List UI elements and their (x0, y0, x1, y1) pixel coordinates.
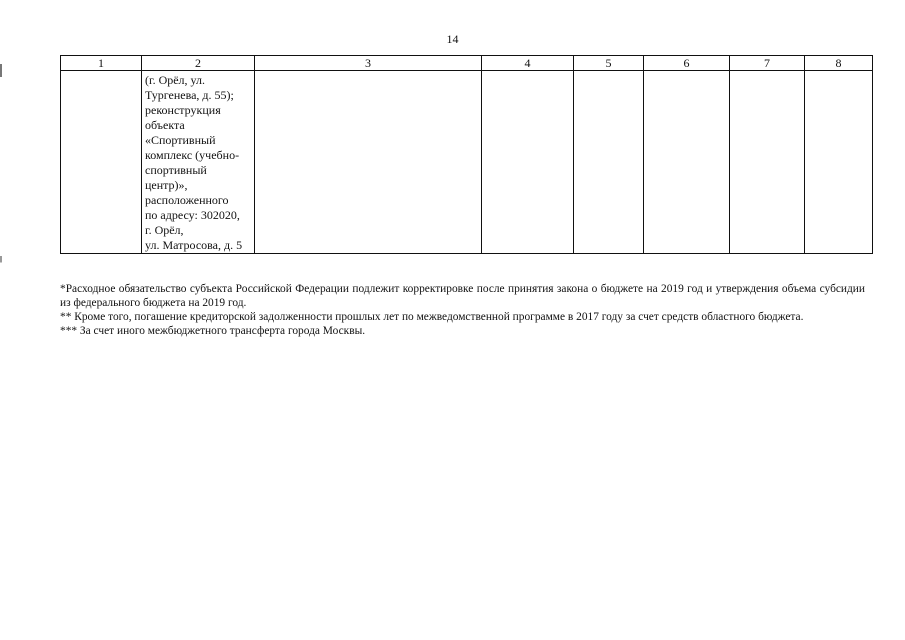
column-header-7: 7 (730, 56, 805, 71)
column-header-1: 1 (61, 56, 142, 71)
table-header-row (61, 56, 873, 71)
column-header-4: 4 (482, 56, 574, 71)
footnote-2: ** Кроме того, погашение кредиторской задолженности прошлых лет по межведомственной программе в 2017 году за счет средств областного бюджета. (60, 311, 804, 323)
footnote-3: *** За счет иного межбюджетного трансферта города Москвы. (60, 325, 366, 337)
cell-col-7 (730, 71, 805, 254)
cell-col-4 (482, 71, 574, 254)
column-header-3: 3 (255, 56, 482, 71)
cell-col-3 (255, 71, 482, 254)
footnotes (60, 282, 865, 338)
page-number: 14 (446, 32, 459, 46)
cell-col-6 (644, 71, 730, 254)
column-header-2: 2 (142, 56, 255, 71)
table-row (61, 71, 873, 254)
object-description: (г. Орёл, ул. Тургенева, д. 55); реконструкция объекта «Спортивный комплекс (учебно- спортивный центр)», расположенного по адресу: 302020, г. Орёл, ул. Матросова, д. 5 (145, 73, 243, 252)
cell-col-5 (574, 71, 644, 254)
cell-col-2 (142, 71, 255, 254)
column-header-5: 5 (574, 56, 644, 71)
scan-edge-mark (0, 0, 2, 640)
footnote-1: *Расходное обязательство субъекта Российской Федерации подлежит корректировке после принятия закона о бюджете на 2019 год и утверждения объема субсидии из федерального бюджета на 2019 год. (60, 283, 865, 309)
budget-table (60, 55, 873, 254)
cell-col-8 (805, 71, 873, 254)
cell-col-1 (61, 71, 142, 254)
column-header-6: 6 (644, 56, 730, 71)
column-header-8: 8 (805, 56, 873, 71)
